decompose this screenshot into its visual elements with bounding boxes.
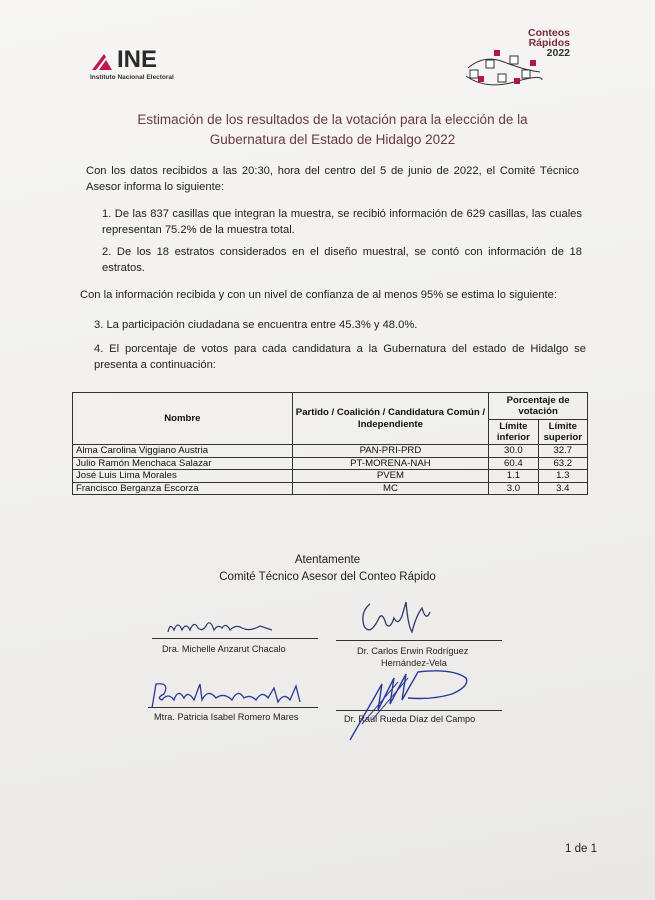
header-party: Partido / Coalición / Candidatura Común / Independiente bbox=[292, 393, 489, 445]
party-name: PAN-PRI-PRD bbox=[292, 445, 489, 458]
lower-limit: 1.1 bbox=[489, 470, 538, 483]
conteos-year: 2022 bbox=[546, 47, 570, 59]
ballot-boxes-icon bbox=[464, 46, 544, 90]
title-line2: Gubernatura del Estado de Hidalgo 2022 bbox=[209, 132, 456, 147]
upper-limit: 32.7 bbox=[538, 445, 587, 458]
ine-subtitle: Instituto Nacional Electoral bbox=[90, 74, 174, 81]
list-item-3: 3. La participación ciudadana se encuentra entre 45.3% y 48.0%. bbox=[94, 319, 418, 331]
upper-limit: 1.3 bbox=[538, 470, 587, 483]
list-item-1: 1. De las 837 casillas que integran la muestra, se recibió información de 629 casillas, las cuales representan 75.2% de la muestra total. bbox=[102, 208, 582, 236]
signature-line bbox=[148, 707, 318, 708]
conteos-line1: Conteos bbox=[528, 27, 570, 39]
list-item-2: 2. De los 18 estratos considerados en el diseño muestral, se contó con información de 18 estratos. bbox=[102, 246, 582, 274]
upper-limit: 3.4 bbox=[538, 482, 587, 495]
table-row bbox=[73, 457, 588, 470]
lower-limit: 60.4 bbox=[489, 457, 538, 470]
signatory-4: Dr. Raúl Rueda Díaz del Campo bbox=[344, 714, 476, 724]
confidence-paragraph: Con la información recibida y con un nivel de confianza de al menos 95% se estima lo siguiente: bbox=[80, 289, 557, 301]
signature-carlos bbox=[356, 596, 446, 642]
party-name: PVEM bbox=[292, 470, 489, 483]
lower-limit: 3.0 bbox=[489, 482, 538, 495]
title-line1: Estimación de los resultados de la votación para la elección de la bbox=[137, 112, 528, 127]
list-item-4: 4. El porcentaje de votos para cada candidatura a la Gubernatura del estado de Hidalgo se presenta a continuación: bbox=[94, 343, 586, 371]
upper-limit: 63.2 bbox=[538, 457, 587, 470]
conteos-rapidos-logo bbox=[464, 28, 574, 88]
intro-paragraph: Con los datos recibidos a las 20:30, hora del centro del 5 de junio de 2022, el Comité Técnico Asesor informa lo siguiente: bbox=[86, 165, 579, 193]
page-number: 1 de 1 bbox=[565, 843, 597, 855]
signatory-3: Mtra. Patricia Isabel Romero Mares bbox=[154, 712, 299, 722]
signature-raul bbox=[342, 664, 476, 744]
signatory-2-line2: Hernández-Vela bbox=[381, 658, 447, 668]
ine-logo bbox=[90, 46, 210, 86]
table-row bbox=[73, 445, 588, 458]
results-table bbox=[72, 392, 588, 495]
document-title bbox=[60, 110, 605, 150]
header-name: Nombre bbox=[73, 393, 293, 445]
ine-mark-icon bbox=[90, 50, 118, 72]
signatory-2-line1: Dr. Carlos Erwin Rodríguez bbox=[357, 646, 469, 656]
closing-salutation: Atentamente bbox=[294, 554, 361, 566]
candidate-name: Alma Carolina Viggiano Austria bbox=[73, 445, 293, 458]
party-name: PT-MORENA-NAH bbox=[292, 457, 489, 470]
table-row bbox=[73, 470, 588, 483]
candidate-name: José Luis Lima Morales bbox=[73, 470, 293, 483]
header-percentage: Porcentaje de votación bbox=[489, 393, 588, 420]
header-lower-limit: Límite inferior bbox=[489, 420, 538, 445]
candidate-name: Francisco Berganza Escorza bbox=[73, 482, 293, 495]
signatory-1: Dra. Michelle Anzarut Chacalo bbox=[162, 644, 286, 654]
party-name: MC bbox=[292, 482, 489, 495]
closing-committee: Comité Técnico Asesor del Conteo Rápido bbox=[219, 571, 436, 583]
signature-line bbox=[336, 640, 502, 641]
candidate-name: Julio Ramón Menchaca Salazar bbox=[73, 457, 293, 470]
header-upper-limit: Límite superior bbox=[538, 420, 587, 445]
lower-limit: 30.0 bbox=[489, 445, 538, 458]
ine-logo-text: INE bbox=[117, 46, 158, 73]
signature-line bbox=[336, 710, 502, 711]
signature-line bbox=[152, 638, 318, 639]
table-row bbox=[73, 482, 588, 495]
conteos-line2: Rápidos bbox=[528, 37, 570, 49]
